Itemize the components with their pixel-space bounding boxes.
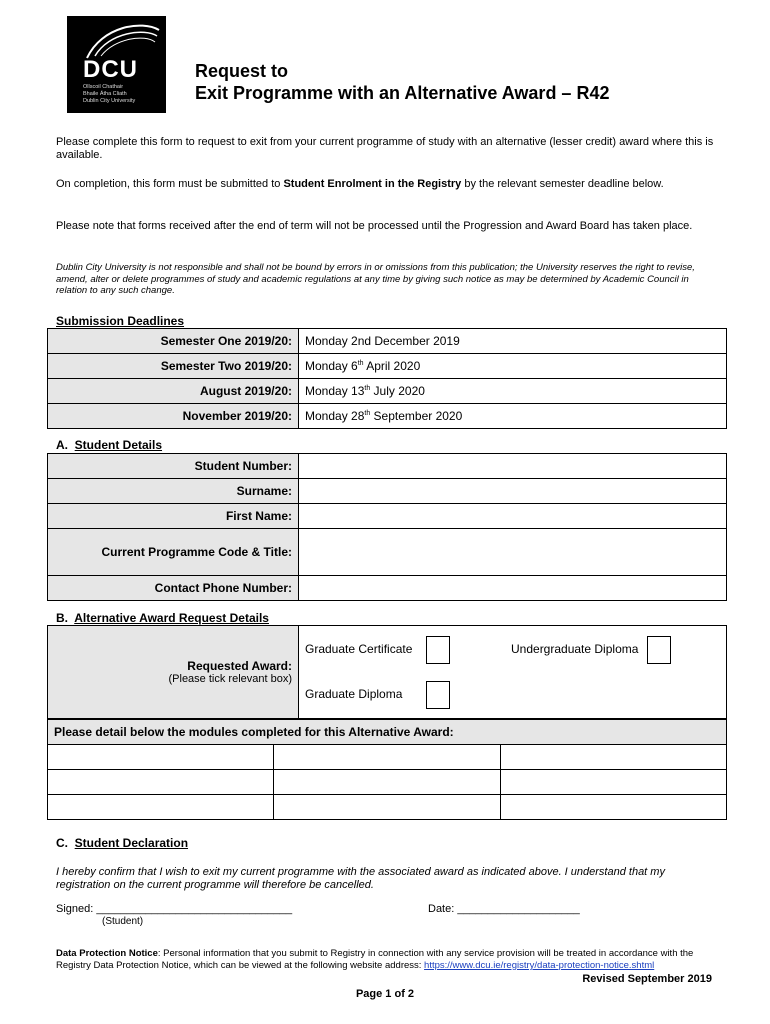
declaration-text: I hereby confirm that I wish to exit my current programme with the associated award as indicated above. I understand that my registration on the current programme will therefore be cancelled.: [56, 866, 665, 891]
graduate-certificate-label: Graduate Certificate: [305, 642, 413, 657]
signed-hint: (Student): [102, 916, 144, 927]
undergraduate-diploma-label: Undergraduate Diploma: [511, 642, 639, 657]
undergraduate-diploma-checkbox[interactable]: [647, 636, 671, 664]
date-field[interactable]: Date: ____________________: [428, 903, 580, 915]
dcu-logo: [67, 16, 166, 113]
data-protection-link[interactable]: https://www.dcu.ie/registry/data-protection-notice.shtml: [424, 960, 655, 971]
award-options-cell: [299, 626, 727, 719]
surname-label: Surname:: [48, 479, 299, 504]
first-name-label: First Name:: [48, 504, 299, 529]
phone-field[interactable]: [299, 576, 727, 601]
deadline-date: Monday 2nd December 2019: [299, 329, 727, 354]
student-number-label: Student Number:: [48, 454, 299, 479]
surname-field[interactable]: [299, 479, 727, 504]
phone-label: Contact Phone Number:: [48, 576, 299, 601]
deadline-label: November 2019/20:: [48, 404, 299, 429]
requested-award-hint: (Please tick relevant box): [168, 673, 292, 685]
programme-label: Current Programme Code & Title:: [48, 529, 299, 576]
module-cell[interactable]: [500, 795, 726, 820]
section-a-heading: A. Student Details: [56, 438, 163, 452]
table-row: [48, 795, 727, 820]
graduate-diploma-label: Graduate Diploma: [305, 687, 403, 702]
modules-heading: Please detail below the modules completed for this Alternative Award:: [48, 720, 727, 745]
module-cell[interactable]: [274, 745, 500, 770]
graduate-diploma-checkbox[interactable]: [426, 681, 450, 709]
modules-table: [47, 719, 727, 820]
module-cell[interactable]: [48, 770, 274, 795]
deadline-row: [48, 329, 727, 354]
deadline-label: Semester One 2019/20:: [48, 329, 299, 354]
module-cell[interactable]: [500, 770, 726, 795]
section-b-heading: B. Alternative Award Request Details: [56, 611, 269, 625]
deadline-label: Semester Two 2019/20:: [48, 354, 299, 379]
section-c-heading: C. Student Declaration: [56, 836, 189, 850]
award-request-table: [47, 625, 727, 719]
module-cell[interactable]: [274, 770, 500, 795]
module-cell[interactable]: [274, 795, 500, 820]
logo-wordmark: DCU: [83, 56, 138, 83]
student-number-field[interactable]: [299, 454, 727, 479]
disclaimer-text: Dublin City University is not responsible and shall not be bound by errors in or omissions from this publication; the University reserves the right to revise, amend, alter or delete programmes of study and academic regulations at any time by giving such notice as may be determined by Academic Council in relation to any such change.: [56, 262, 695, 296]
requested-award-cell: [48, 626, 299, 719]
module-cell[interactable]: [48, 745, 274, 770]
deadline-label: August 2019/20:: [48, 379, 299, 404]
requested-award-label: Requested Award:: [187, 659, 292, 673]
table-row: [48, 770, 727, 795]
graduate-certificate-checkbox[interactable]: [426, 636, 450, 664]
deadline-row: [48, 379, 727, 404]
page-number: Page 1 of 2: [355, 988, 415, 1000]
data-protection-notice: Data Protection Notice: Personal information that you submit to Registry in connection with any service provision will be treated in accordance with the Registry Data Protection Notice, which can be viewed at the following website address: https://www.dcu.ie/registry/data-protection-notice.shtml: [56, 948, 694, 971]
deadline-date: Monday 6th April 2020: [299, 354, 727, 379]
student-details-table: [47, 453, 727, 601]
deadline-date: Monday 13th July 2020: [299, 379, 727, 404]
deadlines-table: [47, 328, 727, 429]
deadlines-heading: Submission Deadlines: [56, 314, 185, 328]
first-name-field[interactable]: [299, 504, 727, 529]
deadline-row: [48, 354, 727, 379]
intro-paragraph-2: On completion, this form must be submitted to Student Enrolment in the Registry by the relevant semester deadline below.: [56, 178, 664, 190]
table-row: [48, 745, 727, 770]
module-cell[interactable]: [48, 795, 274, 820]
deadline-row: [48, 404, 727, 429]
intro-paragraph-1: Please complete this form to request to exit from your current programme of study with an alternative (lesser credit) award where this is available.: [56, 136, 714, 161]
signed-field[interactable]: Signed: ________________________________: [56, 903, 293, 915]
intro-paragraph-3: Please note that forms received after the end of term will not be processed until the Progression and Award Board has taken place.: [56, 220, 693, 232]
module-cell[interactable]: [500, 745, 726, 770]
deadline-date: Monday 28th September 2020: [299, 404, 727, 429]
logo-tagline: Ollscoil Chathair Bhaile Átha Cliath Dublin City University: [83, 84, 136, 104]
programme-field[interactable]: [299, 529, 727, 576]
revised-date: Revised September 2019: [582, 973, 712, 985]
page-title: Request to Exit Programme with an Alternative Award – R42: [195, 61, 610, 103]
